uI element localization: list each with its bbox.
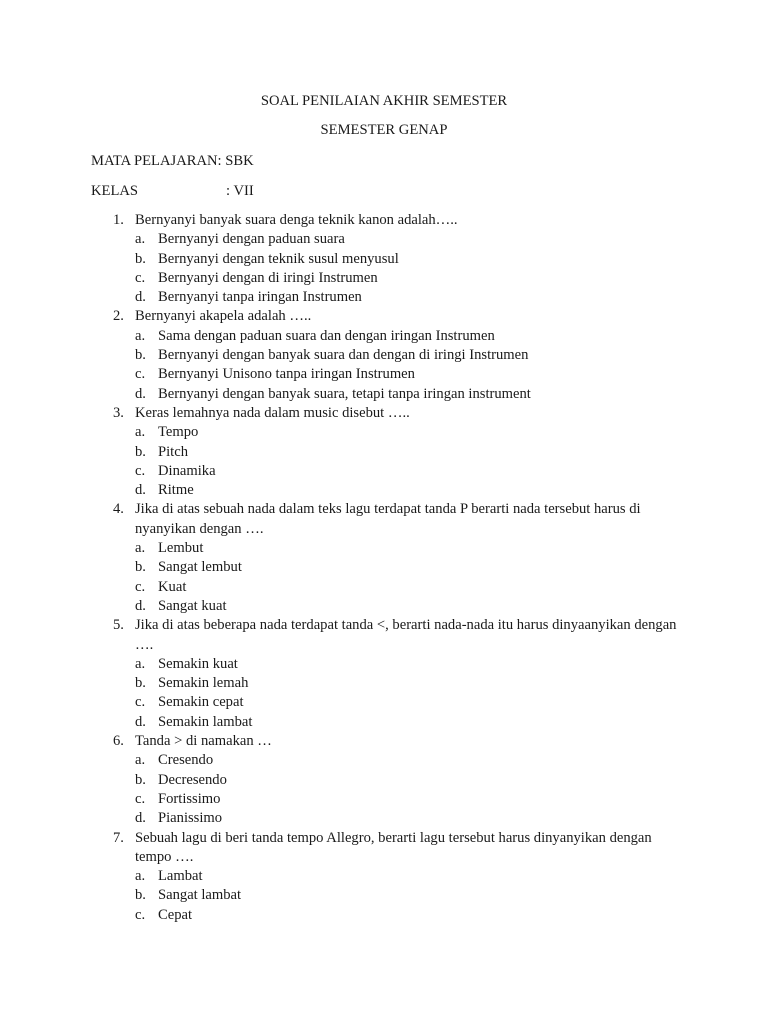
class-value: VII [233, 183, 254, 199]
class-separator: : [226, 183, 234, 199]
option-letter: c. [135, 790, 146, 807]
option-text: Semakin lambat [158, 713, 253, 730]
option-text: Bernyanyi dengan di iringi Instrumen [158, 269, 378, 286]
question-text: Jika di atas sebuah nada dalam teks lagu terdapat tanda P berarti nada tersebut harus di nyanyikan dengan …. [135, 501, 641, 537]
option-text: Sangat lambat [158, 887, 242, 904]
answer-option [135, 867, 678, 886]
option-text: Lambat [158, 868, 203, 885]
subject-row [91, 152, 254, 171]
option-text: Sangat kuat [158, 597, 227, 614]
option-text: Ritme [158, 482, 194, 499]
option-text: Semakin kuat [158, 655, 238, 672]
answer-option [135, 674, 678, 693]
option-letter: d. [135, 810, 146, 827]
question-text: Bernyanyi akapela adalah ….. [135, 308, 312, 325]
answer-option [135, 906, 678, 925]
question-text: Jika di atas beberapa nada terdapat tanda <, berarti nada-nada itu harus dinyaanyikan dengan …. [135, 617, 677, 653]
answer-options [135, 423, 678, 500]
option-letter: a. [135, 540, 146, 557]
question-text: Sebuah lagu di beri tanda tempo Allegro, berarti lagu tersebut harus dinyanyikan dengan tempo …. [135, 829, 652, 865]
question-number: 4. [113, 501, 124, 518]
question-item [0, 211, 768, 307]
question-number: 6. [113, 733, 124, 750]
answer-option [135, 655, 678, 674]
answer-options [135, 327, 678, 404]
question-number: 7. [113, 829, 124, 846]
answer-option [135, 269, 678, 288]
option-text: Decresendo [158, 771, 227, 788]
page-title: SOAL PENILAIAN AKHIR SEMESTER [260, 93, 508, 109]
question-number: 1. [113, 212, 124, 228]
option-letter: d. [135, 597, 146, 614]
answer-option [135, 230, 678, 249]
question-list [0, 211, 768, 925]
option-text: Kuat [158, 578, 187, 595]
answer-options [135, 230, 678, 307]
option-letter: b. [135, 675, 146, 692]
option-letter: c. [135, 366, 146, 383]
option-text: Bernyanyi dengan paduan suara [158, 231, 345, 248]
answer-options [135, 751, 678, 828]
option-letter: c. [135, 462, 146, 479]
class-row [91, 182, 254, 201]
answer-option [135, 771, 678, 790]
option-letter: a. [135, 424, 146, 441]
question-item [0, 829, 768, 925]
question-item [0, 307, 768, 403]
subject-separator: : [217, 153, 226, 169]
option-letter: a. [135, 327, 146, 344]
option-text: Tempo [158, 424, 199, 441]
option-letter: c. [135, 694, 146, 711]
option-text: Fortissimo [158, 790, 221, 807]
subject-label: MATA PELAJARAN [91, 153, 218, 169]
answer-option [135, 751, 678, 770]
option-letter: a. [135, 752, 146, 769]
option-letter: a. [135, 655, 146, 672]
question-item [0, 404, 768, 500]
option-letter: a. [135, 868, 146, 885]
option-text: Bernyanyi dengan teknik susul menyusul [158, 250, 399, 267]
answer-option [135, 597, 678, 616]
answer-option [135, 558, 678, 577]
option-letter: c. [135, 906, 146, 923]
option-letter: b. [135, 443, 146, 460]
option-letter: b. [135, 250, 146, 267]
option-text: Dinamika [158, 462, 216, 479]
question-text: Bernyanyi banyak suara denga teknik kanon adalah….. [135, 212, 458, 228]
option-letter: a. [135, 231, 146, 248]
answer-option [135, 346, 678, 365]
answer-options [135, 539, 678, 616]
answer-option [135, 790, 678, 809]
question-number: 3. [113, 404, 124, 421]
option-letter: d. [135, 482, 146, 499]
question-text: Keras lemahnya nada dalam music disebut ….. [135, 404, 410, 421]
option-letter: b. [135, 887, 146, 904]
answer-option [135, 327, 678, 346]
option-letter: d. [135, 713, 146, 730]
option-text: Pianissimo [158, 810, 223, 827]
answer-options [135, 655, 678, 732]
option-text: Semakin cepat [158, 694, 244, 711]
question-number: 2. [113, 308, 124, 325]
class-label: KELAS [91, 183, 139, 199]
option-letter: d. [135, 289, 146, 306]
question-number: 5. [113, 617, 124, 634]
answer-option [135, 693, 678, 712]
option-text: Bernyanyi Unisono tanpa iringan Instrumen [158, 366, 415, 383]
question-item [0, 732, 768, 828]
answer-option [135, 886, 678, 905]
answer-option [135, 423, 678, 442]
option-text: Semakin lemah [158, 675, 249, 692]
subject-value: SBK [225, 153, 254, 169]
option-text: Cepat [158, 906, 193, 923]
question-item [0, 616, 768, 732]
option-letter: b. [135, 347, 146, 364]
answer-option [135, 288, 678, 307]
option-letter: c. [135, 269, 146, 286]
option-text: Pitch [158, 443, 188, 460]
option-text: Sama dengan paduan suara dan dengan iringan Instrumen [158, 327, 495, 344]
question-item [0, 500, 768, 616]
answer-option [135, 250, 678, 269]
answer-option [135, 385, 678, 404]
option-letter: c. [135, 578, 146, 595]
question-text: Tanda > di namakan … [135, 733, 272, 750]
option-text: Bernyanyi dengan banyak suara dan dengan di iringi Instrumen [158, 347, 529, 364]
option-text: Bernyanyi tanpa iringan Instrumen [158, 289, 362, 306]
page-subtitle: SEMESTER GENAP [320, 122, 448, 138]
answer-option [135, 578, 678, 597]
answer-option [135, 365, 678, 384]
option-letter: b. [135, 559, 146, 576]
answer-option [135, 713, 678, 732]
answer-option [135, 443, 678, 462]
answer-option [135, 481, 678, 500]
option-text: Lembut [158, 540, 204, 557]
option-text: Sangat lembut [158, 559, 242, 576]
answer-options [135, 867, 678, 925]
option-text: Bernyanyi dengan banyak suara, tetapi tanpa iringan instrument [158, 385, 531, 402]
option-letter: b. [135, 771, 146, 788]
option-letter: d. [135, 385, 146, 402]
option-text: Cresendo [158, 752, 214, 769]
answer-option [135, 539, 678, 558]
answer-option [135, 809, 678, 828]
answer-option [135, 462, 678, 481]
